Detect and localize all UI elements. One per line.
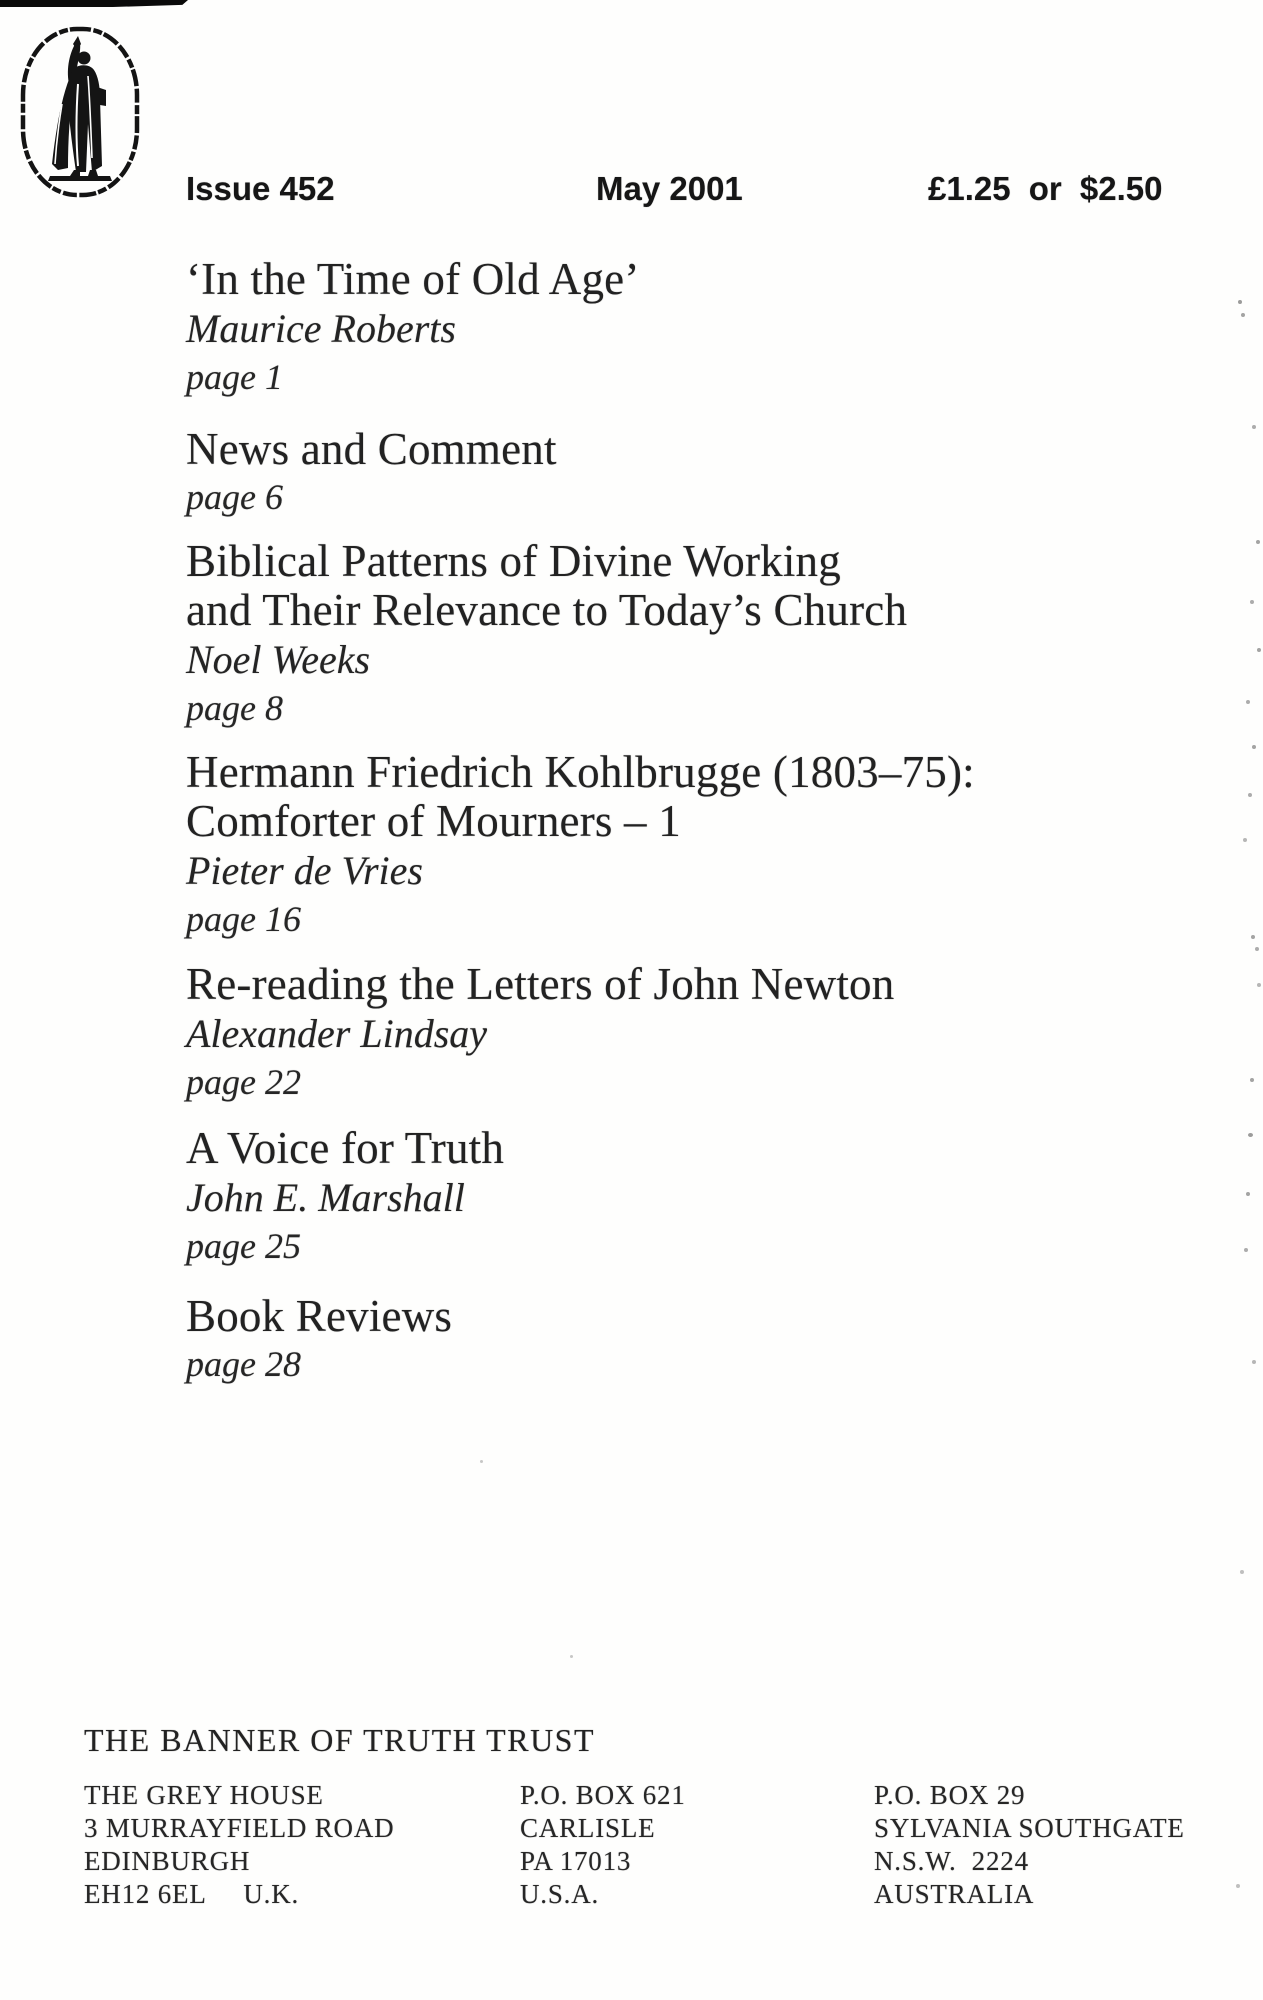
issue-price: £1.25 or $2.50: [928, 170, 1163, 207]
article-page-number: page 6: [186, 477, 283, 517]
article-title: Re-reading the Letters of John Newton: [186, 959, 895, 1009]
address-line: N.S.W. 2224: [874, 1846, 1029, 1876]
address-line: SYLVANIA SOUTHGATE: [874, 1813, 1185, 1843]
issue-date: May 2001: [596, 170, 743, 207]
toc-entry: [186, 960, 1046, 1105]
article-author: Pieter de Vries: [186, 848, 423, 893]
scan-speck: [1252, 425, 1256, 429]
publisher-address-usa: [520, 1779, 686, 1911]
article-title: Book Reviews: [186, 1291, 453, 1341]
article-page-number: page 22: [186, 1062, 301, 1102]
publisher-name: THE BANNER OF TRUTH TRUST: [84, 1722, 596, 1758]
scan-speck: [1244, 1248, 1248, 1252]
toc-entry: [186, 255, 1046, 400]
address-line: 3 MURRAYFIELD ROAD: [84, 1813, 395, 1843]
scan-speck: [1252, 745, 1256, 749]
scan-speck: [1236, 1884, 1240, 1888]
address-line: EDINBURGH: [84, 1846, 251, 1876]
preacher-in-oval-icon: [18, 24, 142, 202]
article-page-number: page 25: [186, 1226, 301, 1266]
article-author: Maurice Roberts: [186, 306, 456, 351]
article-title: News and Comment: [186, 424, 557, 474]
scan-speck: [1252, 1360, 1256, 1364]
scan-speck: [1256, 540, 1260, 544]
article-page-number: page 1: [186, 357, 283, 397]
address-line: EH12 6EL U.K.: [84, 1879, 300, 1909]
scan-speck: [480, 1460, 483, 1463]
toc-entry: [186, 748, 1046, 942]
article-title: Biblical Patterns of Divine Working: [186, 536, 841, 586]
scan-speck: [1238, 300, 1242, 304]
scan-speck: [1257, 648, 1261, 652]
scan-speck: [1255, 947, 1259, 951]
scan-speck: [1240, 1570, 1244, 1574]
article-title: Comforter of Mourners – 1: [186, 796, 681, 846]
address-line: PA 17013: [520, 1846, 632, 1876]
article-page-number: page 28: [186, 1344, 301, 1384]
address-line: AUSTRALIA: [874, 1879, 1035, 1909]
scan-speck: [1241, 313, 1245, 317]
address-line: CARLISLE: [520, 1813, 656, 1843]
address-line: P.O. BOX 29: [874, 1780, 1026, 1810]
scan-edge-artifact: [0, 0, 188, 7]
article-title: Hermann Friedrich Kohlbrugge (1803–75):: [186, 747, 975, 797]
toc-entry: [186, 1292, 1046, 1387]
scan-speck: [1243, 838, 1247, 842]
scan-speck: [1251, 935, 1255, 939]
address-line: U.S.A.: [520, 1879, 600, 1909]
address-line: THE GREY HOUSE: [84, 1780, 324, 1810]
toc-entry: [186, 1124, 1046, 1269]
scan-speck: [570, 1655, 573, 1658]
publisher-address-australia: [874, 1779, 1185, 1911]
scan-speck: [1248, 793, 1252, 797]
article-title: and Their Relevance to Today’s Church: [186, 585, 908, 635]
article-author: John E. Marshall: [186, 1175, 465, 1220]
toc-entry: [186, 537, 1046, 731]
article-page-number: page 8: [186, 688, 283, 728]
article-author: Noel Weeks: [186, 637, 371, 682]
toc-entry: [186, 425, 1046, 520]
article-title: ‘In the Time of Old Age’: [186, 254, 640, 304]
issue-number: Issue 452: [186, 170, 335, 207]
article-author: Alexander Lindsay: [186, 1011, 488, 1056]
article-title: A Voice for Truth: [186, 1123, 505, 1173]
scan-speck: [1246, 700, 1250, 704]
scan-speck: [1250, 1078, 1254, 1082]
scan-speck: [1246, 1192, 1250, 1196]
scan-speck: [1257, 983, 1261, 987]
scan-speck: [1248, 1133, 1253, 1137]
article-page-number: page 16: [186, 899, 301, 939]
address-line: P.O. BOX 621: [520, 1780, 686, 1810]
banner-of-truth-logo: [18, 24, 142, 202]
scan-speck: [1250, 600, 1254, 604]
publisher-address-uk: [84, 1779, 394, 1911]
